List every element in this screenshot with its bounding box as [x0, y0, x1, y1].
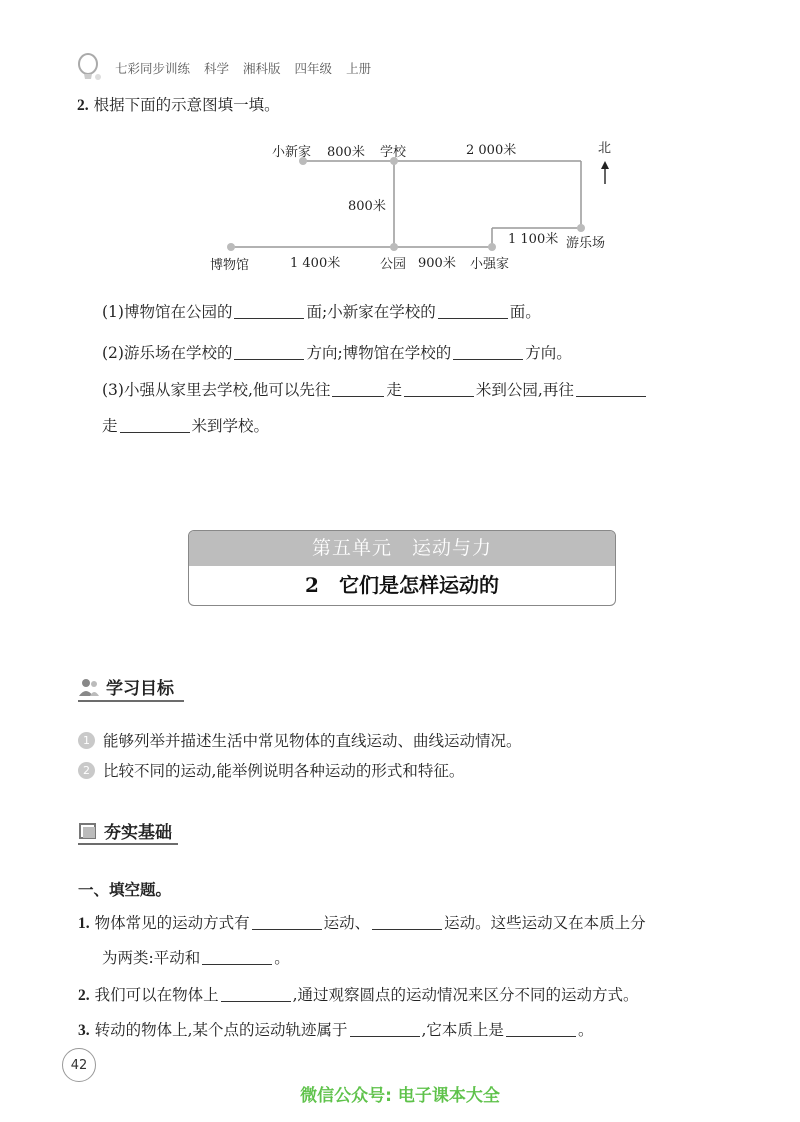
text: 。: [577, 1021, 594, 1039]
museum-point: [227, 243, 235, 251]
text: 走: [102, 417, 118, 435]
goals-section-header: [78, 674, 174, 699]
answer-blank[interactable]: [438, 304, 508, 319]
basics-underline: [78, 843, 178, 845]
sub-question-3-cont: [102, 414, 269, 436]
text: 转动的物体上,某个点的运动轨迹属于: [94, 1021, 348, 1039]
amusement-park-point: [577, 224, 585, 232]
goal-item: [78, 729, 522, 751]
xiaoqiang-home-point: [488, 243, 496, 251]
question-text: 根据下面的示意图填一填。: [93, 96, 280, 114]
text: 方向。: [525, 344, 572, 362]
question-number: 2.: [77, 97, 89, 114]
answer-blank[interactable]: [506, 1022, 576, 1037]
answer-blank[interactable]: [234, 304, 304, 319]
text: 物体常见的运动方式有: [94, 914, 250, 932]
header-text: [115, 59, 371, 77]
fill-question-1: [78, 911, 646, 933]
north-label: 北: [598, 141, 612, 156]
text: 运动、: [323, 914, 371, 932]
xiaoxin-home-label: 小新家: [272, 145, 312, 160]
text: 面;小新家在学校的: [306, 303, 436, 321]
page-header: [77, 50, 717, 86]
school-label: 学校: [380, 145, 407, 160]
unit-title-box: [188, 530, 616, 606]
header-series: 七彩同步训练: [115, 61, 191, 76]
text: 。: [274, 949, 290, 967]
park-point: [390, 243, 398, 251]
header-volume: 上册: [346, 61, 372, 76]
goal-text: 能够列举并描述生活中常见物体的直线运动、曲线运动情况。: [103, 732, 522, 750]
sub-question-1: [102, 300, 541, 322]
answer-blank[interactable]: [372, 915, 442, 930]
fill-question-2: [78, 983, 639, 1005]
answer-blank[interactable]: [404, 382, 474, 397]
header-subject: 科学: [204, 61, 230, 76]
answer-blank[interactable]: [350, 1022, 420, 1037]
text: (3)小强从家里去学校,他可以先往: [102, 381, 331, 399]
answer-blank[interactable]: [221, 987, 291, 1002]
bulb-icon: [77, 53, 103, 83]
watermark: 微信公众号: 电子课本大全: [300, 1086, 500, 1106]
goal-text: 比较不同的运动,能举例说明各种运动的形式和特征。: [103, 762, 465, 780]
text: (1)博物馆在公园的: [102, 303, 233, 321]
xiaoqiang-home-label: 小强家: [470, 257, 510, 272]
unit-title: 第五单元 运动与力: [189, 531, 615, 566]
text: 我们可以在物体上: [94, 986, 219, 1004]
basics-title: 夯实基础: [104, 823, 172, 843]
text: 走: [386, 381, 402, 399]
answer-blank[interactable]: [234, 345, 304, 360]
goal-number: 2: [78, 762, 95, 779]
lesson-title: 2 它们是怎样运动的: [305, 573, 499, 597]
north-arrow-icon: [601, 161, 609, 184]
goal-item: [78, 759, 464, 781]
answer-blank[interactable]: [202, 950, 272, 965]
sub-question-2: [102, 341, 572, 363]
text: 面。: [509, 303, 541, 321]
sub-question-3: [102, 378, 648, 400]
text: 米到学校。: [191, 417, 270, 435]
people-icon: [78, 677, 100, 697]
distance-home-school: 800米: [327, 145, 365, 160]
answer-blank[interactable]: [252, 915, 322, 930]
goals-underline: [78, 700, 184, 702]
fill-question-3: [78, 1018, 593, 1040]
answer-blank[interactable]: [332, 382, 384, 397]
distance-school-park: 800米: [348, 199, 386, 214]
distance-park-xiaoqiang: 900米: [418, 256, 456, 271]
text: 为两类:平动和: [102, 949, 201, 967]
question-number: 2.: [78, 987, 90, 1004]
fill-question-1-cont: [102, 946, 290, 968]
text: 方向;博物馆在学校的: [306, 344, 452, 362]
part-title: 一、填空题。: [78, 881, 172, 899]
text: ,通过观察圆点的运动情况来区分不同的运动方式。: [292, 986, 639, 1004]
question-2-title: [77, 93, 280, 115]
header-edition: 湘科版: [243, 61, 281, 76]
basics-section-header: [78, 818, 172, 843]
header-grade: 四年级: [294, 61, 333, 76]
text: 米到公园,再往: [475, 381, 574, 399]
text: (2)游乐场在学校的: [102, 344, 233, 362]
page-number: 42: [62, 1048, 96, 1082]
answer-blank[interactable]: [576, 382, 646, 397]
amusement-park-label: 游乐场: [566, 236, 606, 251]
answer-blank[interactable]: [120, 418, 190, 433]
question-number: 1.: [78, 915, 90, 932]
goals-title: 学习目标: [106, 679, 174, 699]
museum-label: 博物馆: [210, 258, 250, 273]
book-icon: [78, 821, 98, 841]
distance-school-amusement: 2 000米: [466, 143, 517, 158]
park-label: 公园: [380, 257, 407, 272]
question-number: 3.: [78, 1022, 90, 1039]
text: ,它本质上是: [421, 1021, 504, 1039]
answer-blank[interactable]: [453, 345, 523, 360]
distance-museum-park: 1 400米: [290, 256, 341, 271]
map-diagram: [200, 132, 630, 282]
goal-number: 1: [78, 732, 95, 749]
distance-xiaoqiang-amusement: 1 100米: [508, 232, 559, 247]
text: 运动。这些运动又在本质上分: [444, 914, 646, 932]
